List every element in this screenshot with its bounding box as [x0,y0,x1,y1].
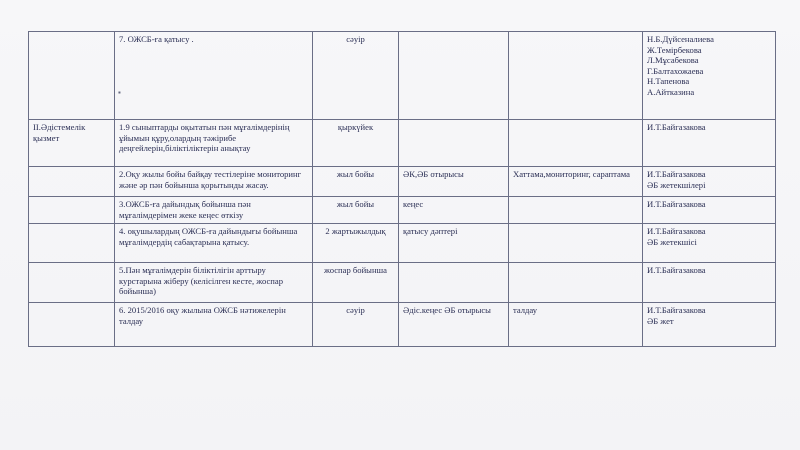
responsible-cell [643,303,776,347]
responsible-name: ӘБ жетекшісі [647,236,697,247]
date-cell: жыл бойы [313,197,399,224]
result-cell: талдау [509,303,643,347]
table-row [29,224,776,263]
responsible-name: Л.Мұсабекова [647,55,699,66]
responsible-name: ӘБ жет [647,315,674,326]
responsible-cell [643,197,776,224]
responsible-name: И.Т.Байгазакова [647,265,706,275]
result-cell: Хаттама,мониторинг, сараптама [509,167,643,197]
activity-cell: 7. ОЖСБ-ға қатысу . [115,32,313,120]
section-cell [29,167,115,197]
responsible-name: И.Т.Байгазакова [647,122,706,132]
form-cell: қатысу дәптері [399,224,509,263]
result-cell [509,263,643,303]
activity-cell: 5.Пән мұғалімдерін біліктілігін арттыру курстарына жіберу (келісілген кесте, жоспар бойынша) [115,263,313,303]
responsible-name: И.Т.Байгазакова [647,199,706,209]
responsible-name: Ж.Темірбекова [647,44,702,55]
form-cell [399,32,509,120]
activity-cell: 1.9 сыныптарды оқытатын пән мұғалімдерінің ұйымын құру,олардың тәжірибе деңгейлерін,біліктіліктерін анықтау [115,120,313,167]
responsible-name: Н.Тапенова [647,76,690,87]
responsible-name: И.Т.Байгазакова [647,169,706,179]
section-cell [29,263,115,303]
section-cell [29,197,115,224]
responsible-cell [643,120,776,167]
table-row [29,32,776,120]
responsible-name: Г.Балтахожаева [647,65,704,76]
table-row [29,197,776,224]
result-cell [509,120,643,167]
table-row [29,303,776,347]
section-cell [29,303,115,347]
date-cell: жоспар бойынша [313,263,399,303]
work-plan-table [28,31,776,347]
activity-cell: 4. оқушылардың ОЖСБ-ға дайындығы бойынша мұғалімдердің сабақтарына қатысу. [115,224,313,263]
responsible-name: ӘБ жетекшілері [647,179,706,190]
date-cell: 2 жартыжылдық [313,224,399,263]
responsible-name: Н.Б.Дүйсеналиева [647,34,714,44]
responsible-cell [643,32,776,120]
responsible-name: А.Айтказина [647,86,695,97]
activity-cell: 3.ОЖСБ-ға дайындық бойынша пән мұғалімдерімен жеке кеңес өткізу [115,197,313,224]
section-cell: ІІ.Әдістемелік қызмет [29,120,115,167]
date-cell: сәуір [313,303,399,347]
responsible-name: И.Т.Байгазакова [647,226,706,236]
result-cell [509,197,643,224]
form-cell: ӘК,ӘБ отырысы [399,167,509,197]
form-cell: Әдіс.кеңес ӘБ отырысы [399,303,509,347]
responsible-cell [643,167,776,197]
responsible-cell [643,224,776,263]
date-cell: сәуір [313,32,399,120]
form-cell [399,263,509,303]
table-row [29,167,776,197]
result-cell [509,32,643,120]
section-cell [29,32,115,120]
result-cell [509,224,643,263]
activity-cell: 6. 2015/2016 оқу жылына ОЖСБ нәтижелерін талдау [115,303,313,347]
form-cell [399,120,509,167]
activity-cell: 2.Оқу жылы бойы байқау тестілеріне мониторинг және әр пән бойынша қорытынды жасау. [115,167,313,197]
responsible-cell [643,263,776,303]
scan-speck: ▪ [118,88,121,97]
table-row [29,263,776,303]
section-cell [29,224,115,263]
date-cell: қыркүйек [313,120,399,167]
responsible-name: И.Т.Байгазакова [647,305,706,315]
table-row [29,120,776,167]
form-cell: кеңес [399,197,509,224]
date-cell: жыл бойы [313,167,399,197]
